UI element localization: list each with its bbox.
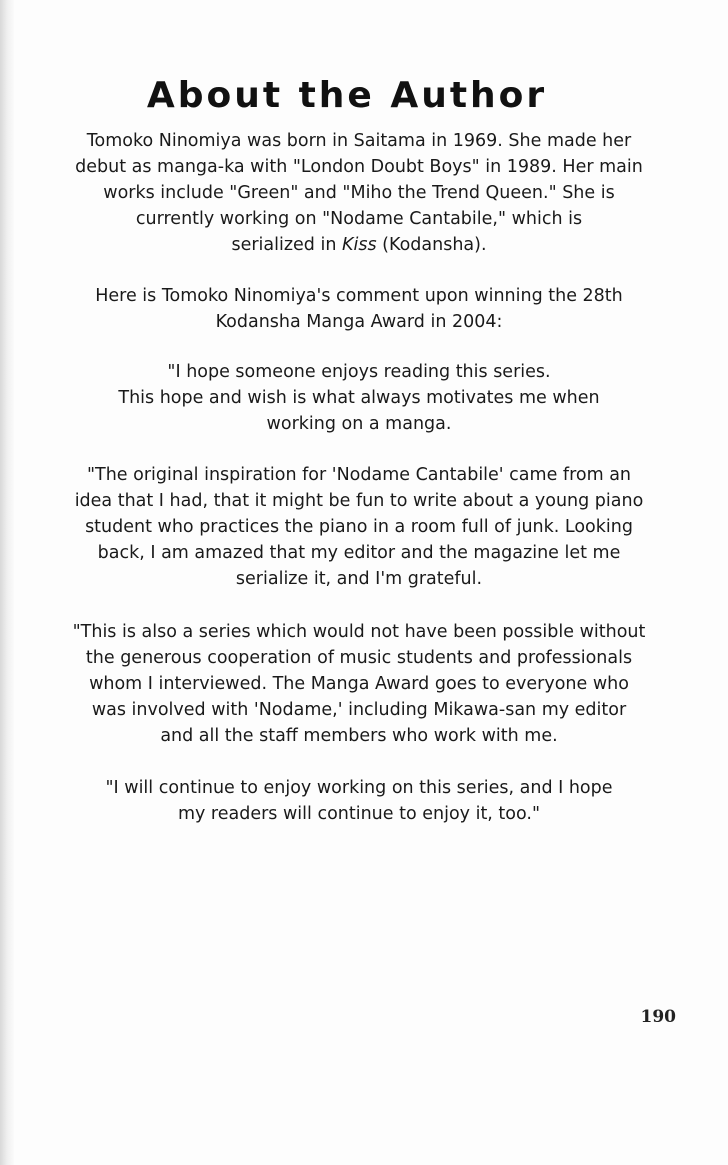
bio-line: works include "Green" and "Miho the Trend Queen." She is — [103, 183, 615, 203]
bio-line-last — [24, 232, 694, 258]
quote-line: "The original inspiration for 'Nodame Cantabile' came from an — [86, 465, 632, 485]
quote-line: student who practices the piano in a room full of junk. Looking — [85, 517, 633, 537]
page-binding-shadow — [0, 0, 14, 1165]
intro-line: Kodansha Manga Award in 2004: — [215, 312, 503, 332]
quote-line: serialize it, and I'm grateful. — [235, 569, 483, 589]
quote-paragraph-2 — [24, 462, 694, 592]
quote-line: idea that I had, that it might be fun to write about a young piano — [74, 491, 644, 511]
bio-text: (Kodansha). — [376, 235, 487, 255]
quote-line: back, I am amazed that my editor and the magazine let me — [97, 543, 621, 563]
page-title: About the Author — [146, 75, 548, 116]
quote-paragraph-4 — [24, 775, 694, 827]
page-number: 190 — [640, 1007, 676, 1027]
quote-line: "I hope someone enjoys reading this series. — [167, 362, 551, 382]
quote-line: whom I interviewed. The Manga Award goes to everyone who — [89, 674, 629, 694]
bio-text: serialized in — [231, 235, 342, 255]
intro-line: Here is Tomoko Ninomiya's comment upon winning the 28th — [95, 286, 623, 306]
quote-line: This hope and wish is what always motivates me when — [118, 388, 600, 408]
quote-paragraph-3 — [24, 619, 694, 749]
quote-line: my readers will continue to enjoy it, too." — [177, 804, 541, 824]
magazine-title: Kiss — [342, 235, 377, 255]
quote-line: was involved with 'Nodame,' including Mikawa-san my editor — [91, 700, 627, 720]
quote-line: "This is also a series which would not have been possible without — [72, 622, 646, 642]
bio-line: debut as manga-ka with "London Doubt Boys" in 1989. Her main — [75, 157, 643, 177]
quote-line: and all the staff members who work with me. — [160, 726, 558, 746]
quote-line: working on a manga. — [266, 414, 452, 434]
bio-line: Tomoko Ninomiya was born in Saitama in 1969. She made her — [86, 131, 632, 151]
quote-paragraph-1 — [24, 359, 694, 437]
author-bio-paragraph — [24, 128, 694, 258]
quote-line: the generous cooperation of music students and professionals — [85, 648, 633, 668]
bio-line: currently working on "Nodame Cantabile," which is — [135, 209, 583, 229]
award-intro-paragraph — [24, 283, 694, 335]
quote-line: "I will continue to enjoy working on this series, and I hope — [105, 778, 613, 798]
